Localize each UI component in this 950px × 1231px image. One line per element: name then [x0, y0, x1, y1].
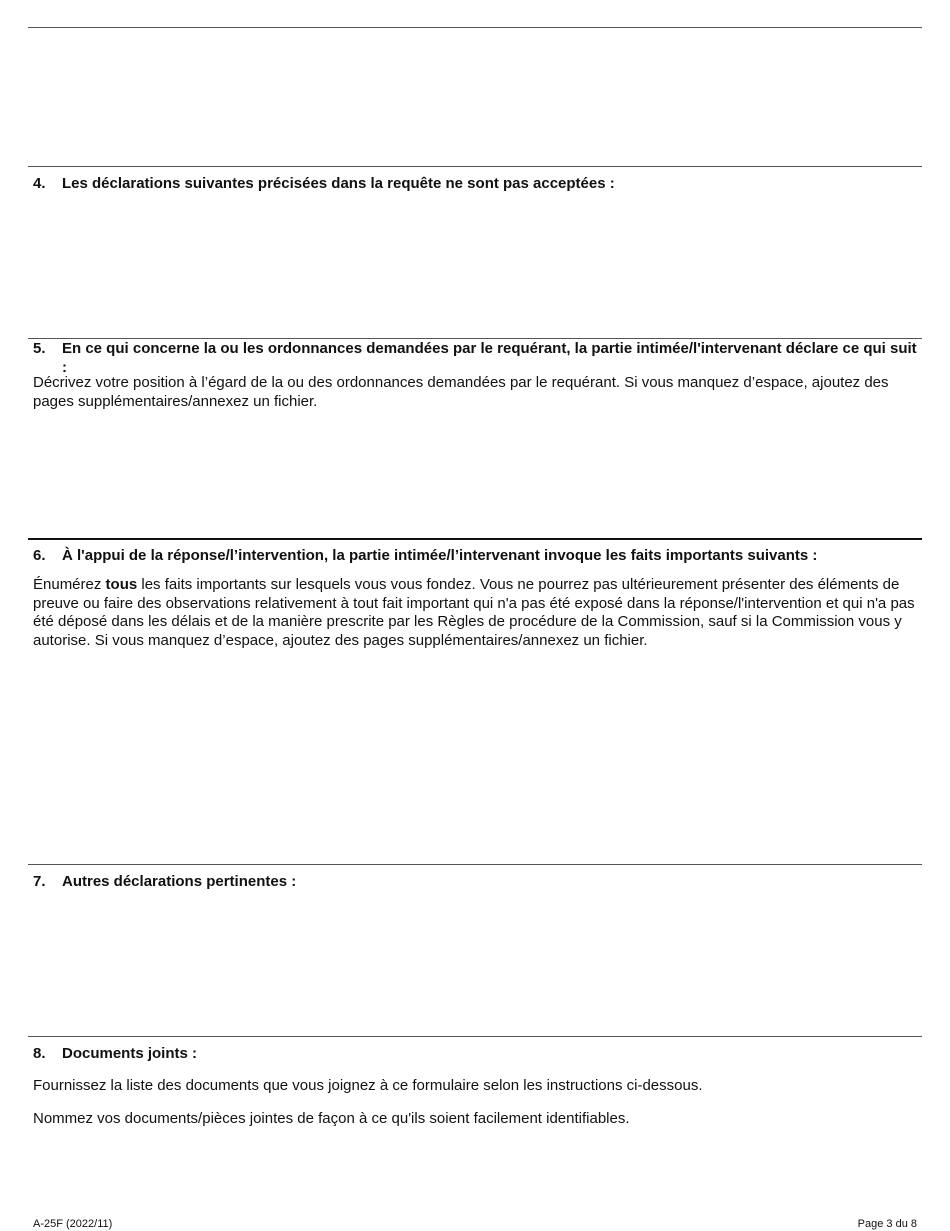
section-8-heading: [33, 1044, 918, 1063]
section-5-heading: [33, 339, 918, 377]
section-8-instruction-1: Fournissez la liste des documents que vous joignez à ce formulaire selon les instructions ci-dessous.: [33, 1077, 703, 1094]
section-8-divider: [28, 1036, 922, 1037]
top-divider: [28, 27, 922, 28]
section-4-divider: [28, 166, 922, 167]
section-5-number: 5.: [33, 340, 46, 357]
answer-field-section-5[interactable]: [28, 414, 922, 536]
section-8-number: 8.: [33, 1045, 46, 1062]
section-5-instruction: Décrivez votre position à l’égard de la ou des ordonnances demandées par le requérant. Si vous manquez d’espace, ajoutez des pages supplémentaires/annexez un fichier.: [33, 374, 889, 410]
section-6-divider: [28, 538, 922, 540]
section-4-heading: [33, 174, 918, 193]
section-6-title: À l'appui de la réponse/l’intervention, la partie intimée/l’intervenant invoque les faits importants suivants :: [62, 547, 818, 564]
section-7-heading: [33, 872, 918, 891]
answer-field-section-4[interactable]: [28, 196, 922, 336]
form-code: A-25F (2022/11): [33, 1218, 113, 1230]
section-6-instruction: [33, 576, 918, 650]
section-8-instruction-2: Nommez vos documents/pièces jointes de façon à ce qu'ils soient facilement identifiables.: [33, 1110, 630, 1127]
section-4-title: Les déclarations suivantes précisées dans la requête ne sont pas acceptées :: [62, 175, 615, 192]
section-6-number: 6.: [33, 547, 46, 564]
section-6-instruction-emphasis: tous: [105, 576, 138, 593]
section-6-heading: [33, 546, 918, 565]
section-6-instruction-rest: les faits importants sur lesquels vous vous fondez. Vous ne pourrez pas ultérieurement présenter des éléments de preuve ou faire des observations relativement à tout fait important qui n'a pas été exposé dans la réponse/l'intervention et qui n'a pas été déposé dans les délais et de la manière prescrite par les Règles de procédure de la Commission, sauf si la Commission vous y autorise. Si vous manquez d’espace, ajoutez des pages supplémentaires/annexez un fichier.: [33, 576, 915, 649]
answer-field-section-6[interactable]: [28, 656, 922, 862]
section-7-divider: [28, 864, 922, 865]
section-4-number: 4.: [33, 175, 46, 192]
section-8-title: Documents joints :: [62, 1045, 198, 1062]
section-6-instruction-prefix: Énumérez: [33, 576, 106, 593]
section-7-title: Autres déclarations pertinentes :: [62, 873, 297, 890]
answer-field-section-3[interactable]: [28, 29, 922, 164]
answer-field-section-7[interactable]: [28, 894, 922, 1034]
page-number: Page 3 du 8: [857, 1218, 917, 1230]
section-5-title: En ce qui concerne la ou les ordonnances demandées par le requérant, la partie intimée/l'intervenant déclare ce qui suit :: [62, 340, 917, 376]
section-7-number: 7.: [33, 873, 46, 890]
